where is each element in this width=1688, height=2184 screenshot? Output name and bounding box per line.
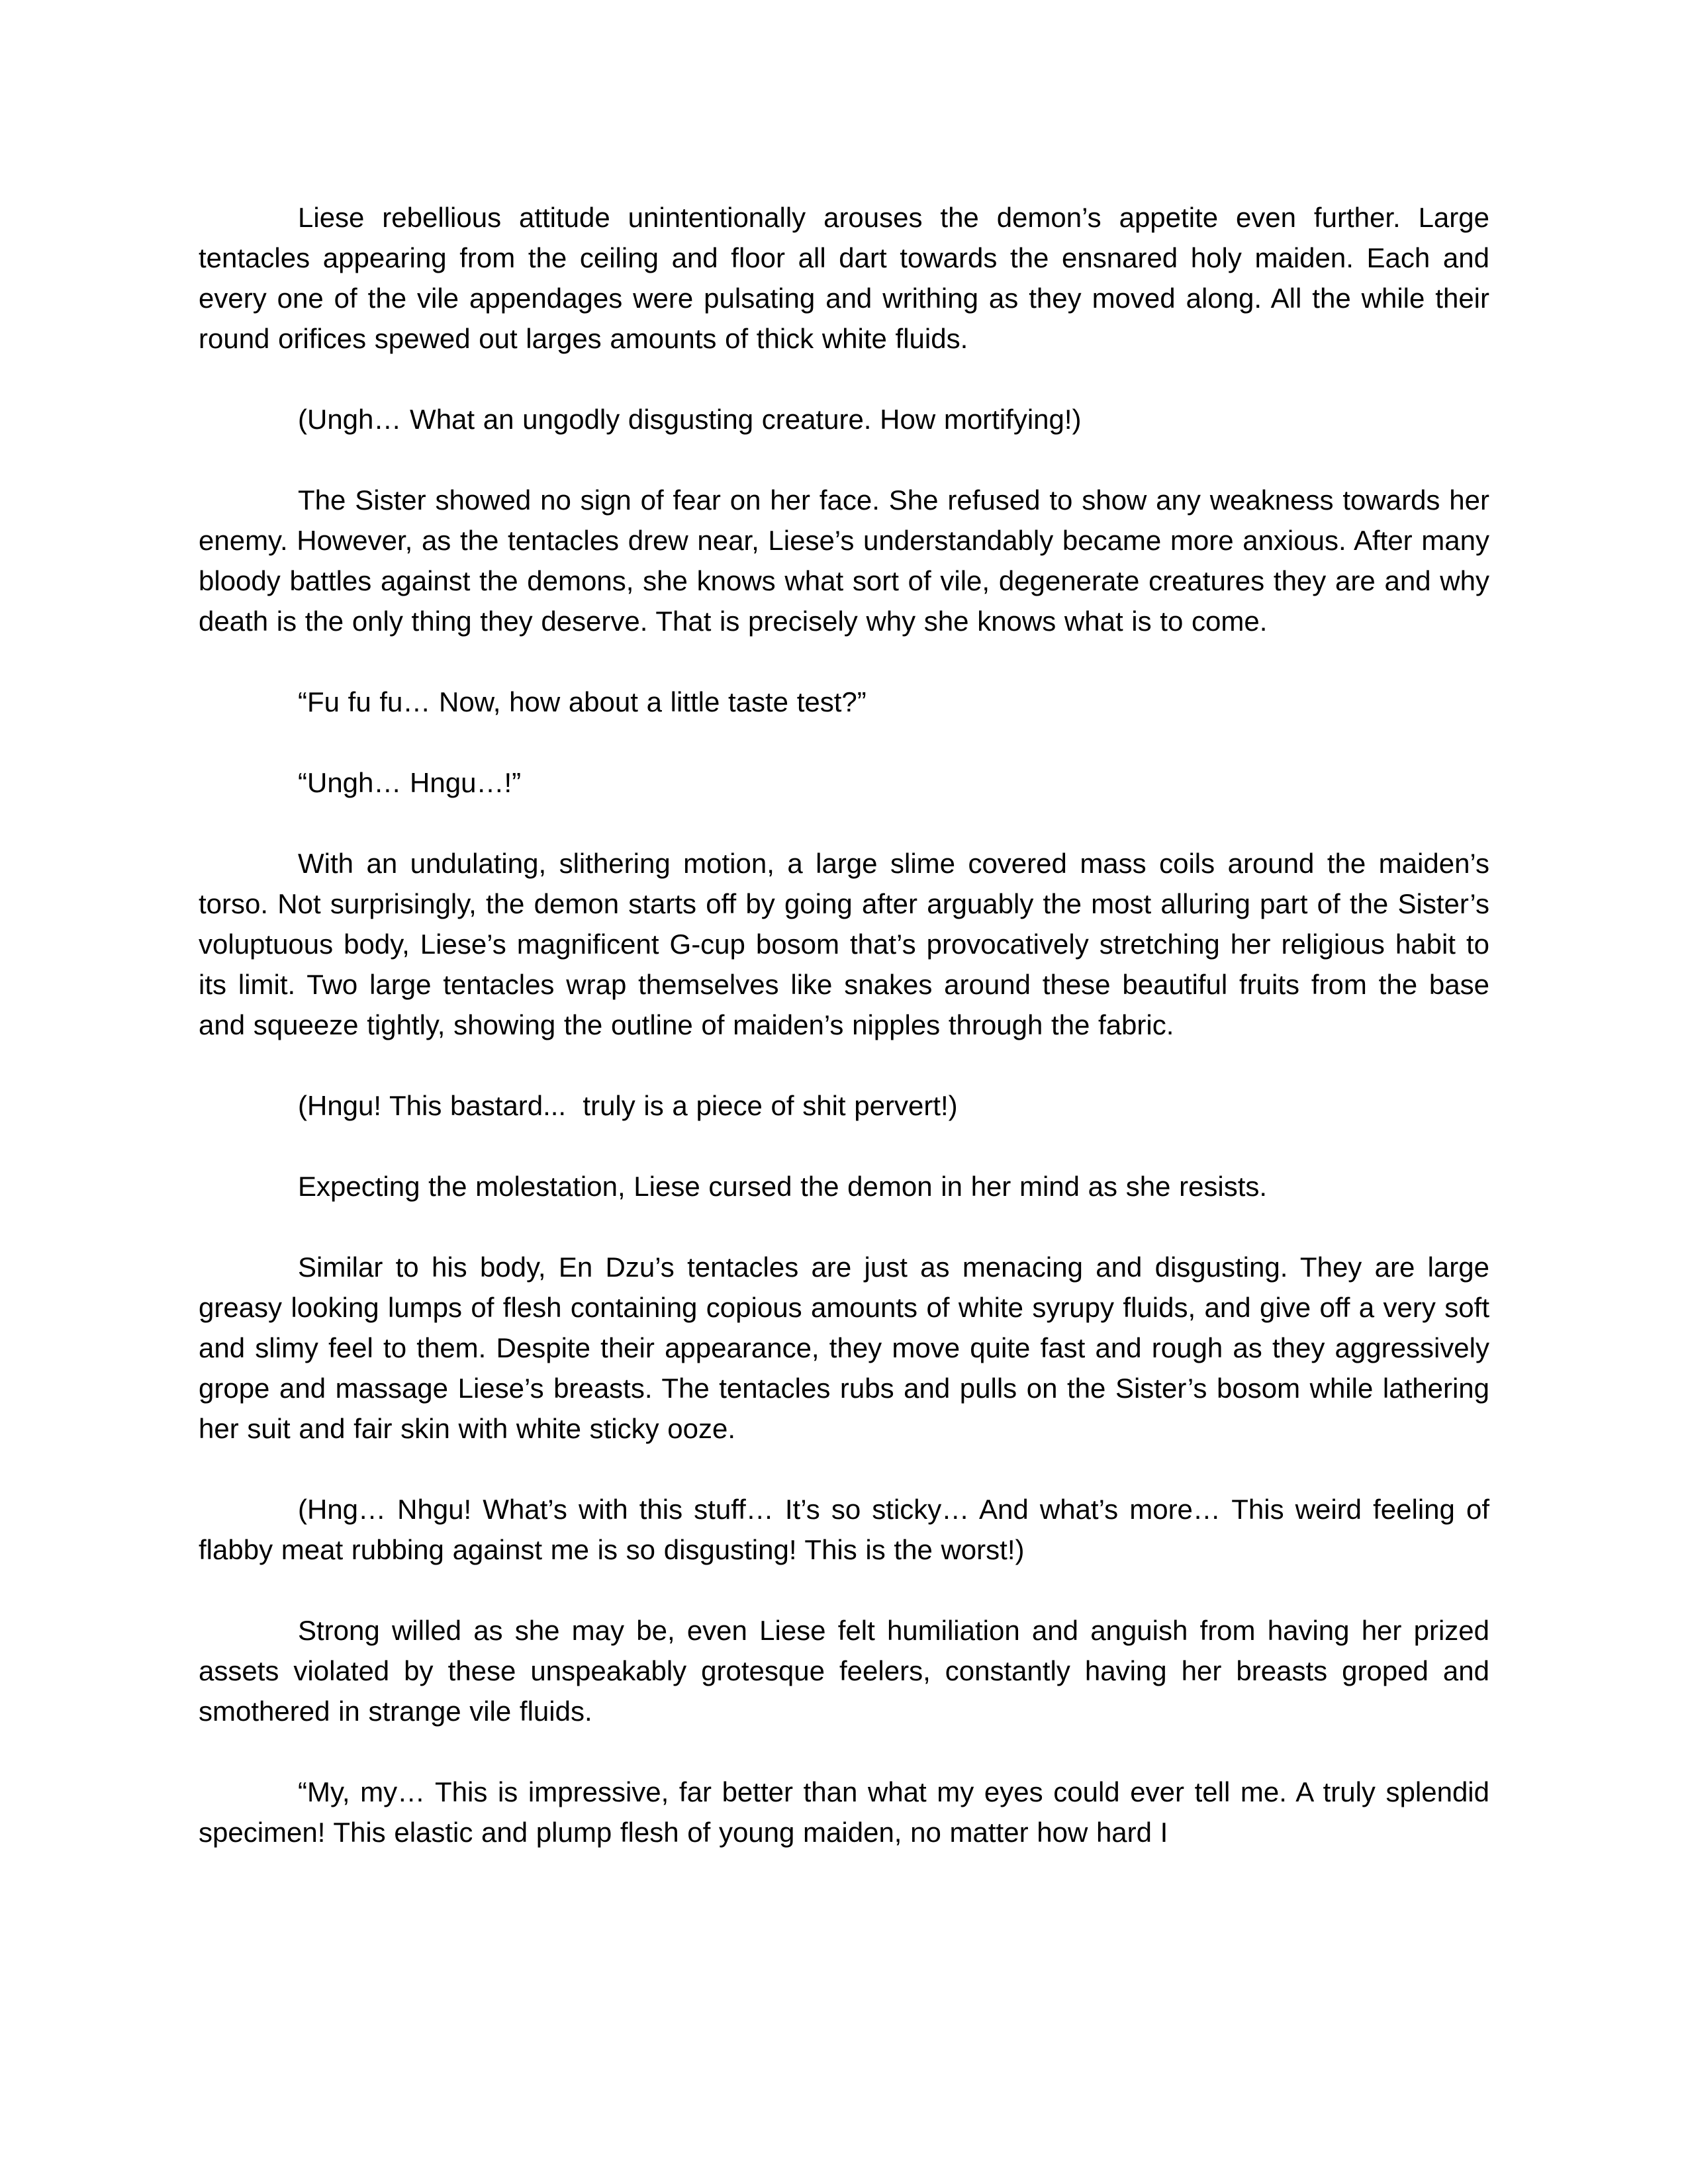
paragraph-narration-5: Similar to his body, En Dzu’s tentacles are just as menacing and disgusting. They are large greasy looking lumps of flesh containing copious amounts of white syrupy fluids, and give off a very soft and slimy feel to them. Despite their appearance, they move quite fast and rough as they aggressively grope and massage Liese’s breasts. The tentacles rubs and pulls on the Sister’s bosom while lathering her suit and fair skin with white sticky ooze.: [199, 1251, 1489, 1444]
paragraph-dialogue-3: “My, my… This is impressive, far better than what my eyes could ever tell me. A truly splendid specimen! This elastic and plump flesh of young maiden, no matter how hard I: [199, 1776, 1489, 1848]
paragraph-narration-2: The Sister showed no sign of fear on her face. She refused to show any weakness towards her enemy. However, as the tentacles drew near, Liese’s understandably became more anxious. After many bloody battles against the demons, she knows what sort of vile, degenerate creatures they are and why death is the only thing they deserve. That is precisely why she knows what is to come.: [199, 484, 1489, 637]
paragraph-thought-1: (Ungh… What an ungodly disgusting creature. How mortifying!): [298, 404, 1082, 435]
paragraph-narration-6: Strong willed as she may be, even Liese felt humiliation and anguish from having her prized assets violated by these unspeakably grotesque feelers, constantly having her breasts groped and smothered in strange vile fluids.: [199, 1615, 1489, 1727]
paragraph-narration-3: With an undulating, slithering motion, a large slime covered mass coils around the maiden’s torso. Not surprisingly, the demon starts off by going after arguably the most alluring part of the Sister’s voluptuous body, Liese’s magnificent G-cup bosom that’s provocatively stretching her religious habit to its limit. Two large tentacles wrap themselves like snakes around these beautiful fruits from the base and squeeze tightly, showing the outline of maiden’s nipples through the fabric.: [199, 848, 1489, 1040]
paragraph-thought-3: (Hng… Nhgu! What’s with this stuff… It’s so sticky… And what’s more… This weird feeling of flabby meat rubbing against me is so disgusting! This is the worst!): [199, 1494, 1489, 1565]
paragraph-dialogue-2: “Ungh… Hngu…!”: [298, 767, 522, 798]
paragraph-narration-1: Liese rebellious attitude unintentionally arouses the demon’s appetite even further. Large tentacles appearing from the ceiling and floor all dart towards the ensnared holy maiden. Each and every one of the vile appendages were pulsating and writhing as they moved along. All the while their round orifices spewed out larges amounts of thick white fluids.: [199, 202, 1489, 354]
paragraph-thought-2: (Hngu! This bastard... truly is a piece of shit pervert!): [298, 1090, 958, 1121]
paragraph-narration-4: Expecting the molestation, Liese cursed the demon in her mind as she resists.: [298, 1171, 1268, 1202]
paragraph-dialogue-1: “Fu fu fu… Now, how about a little taste test?”: [298, 686, 867, 717]
